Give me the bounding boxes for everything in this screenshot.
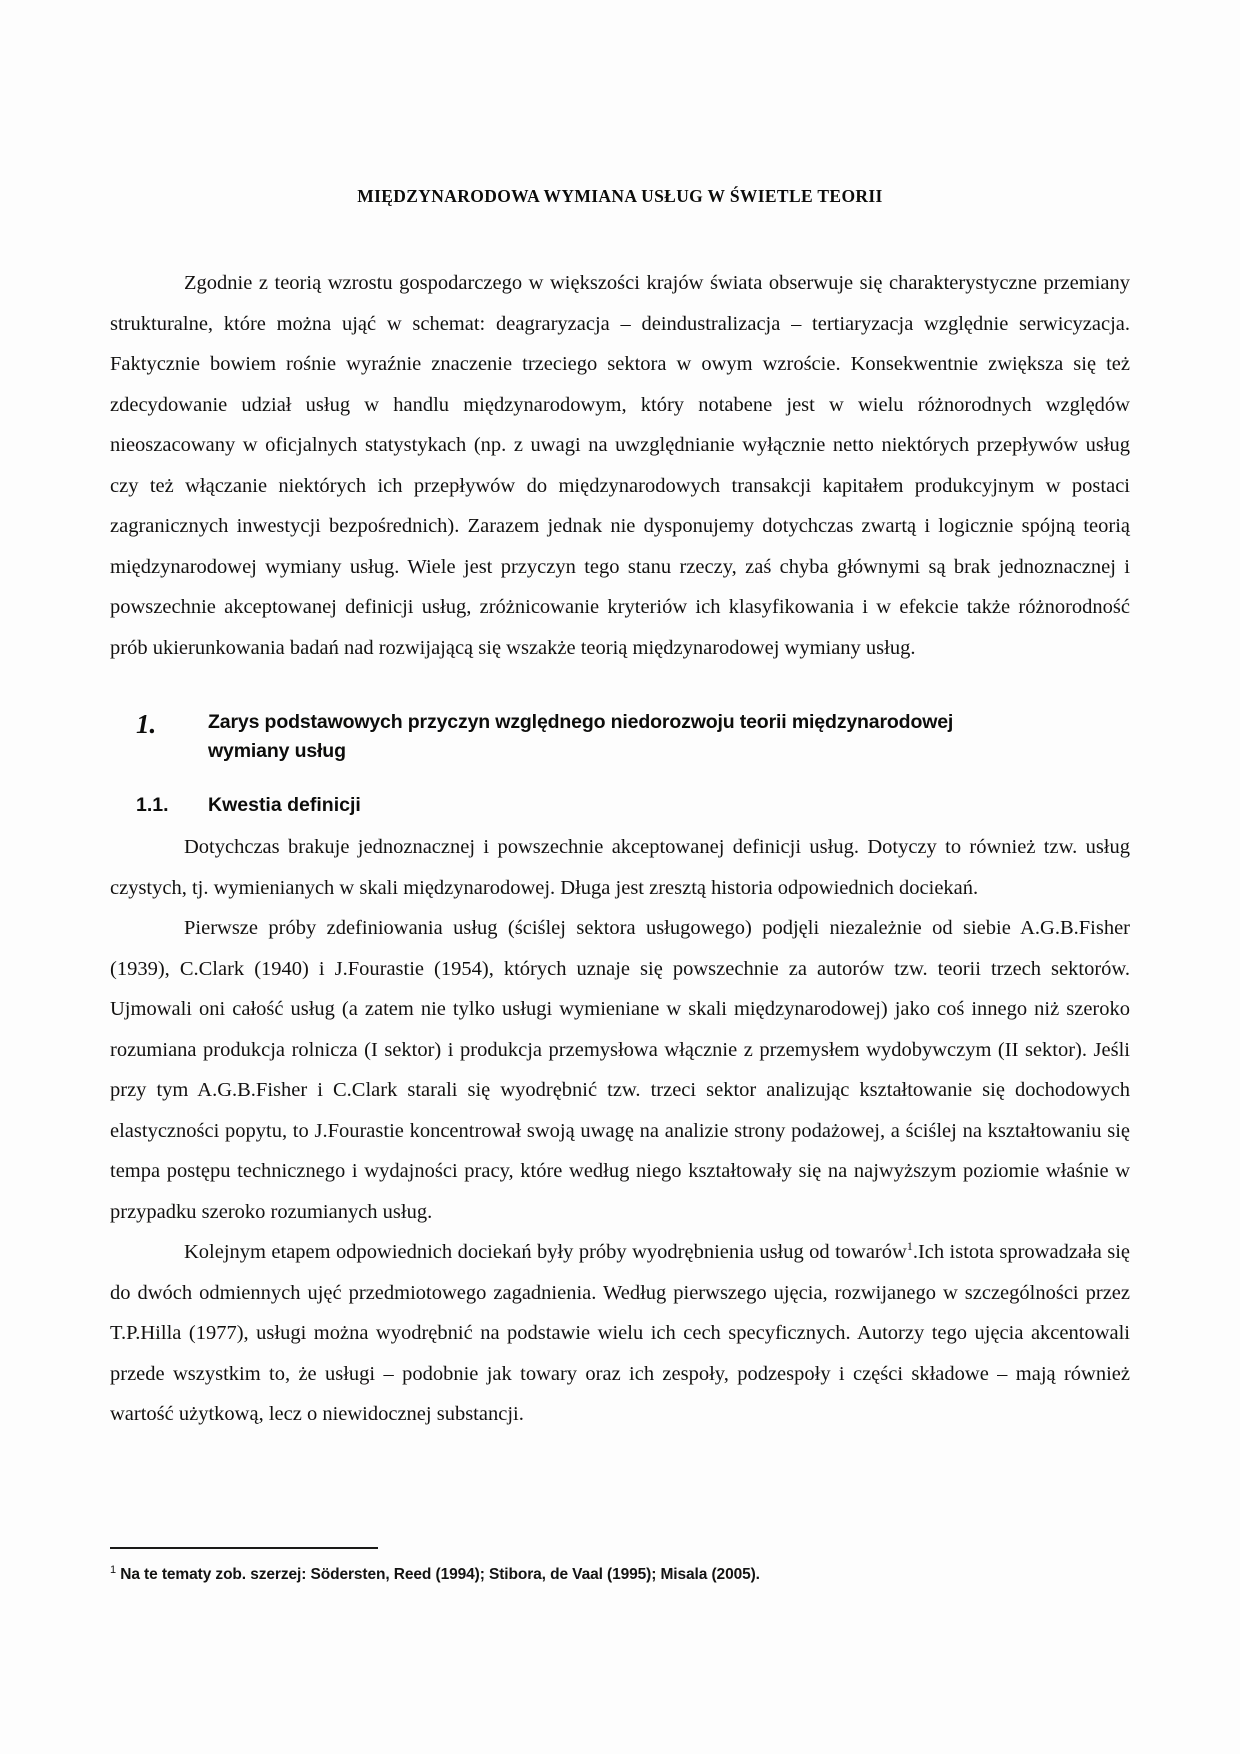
spacer	[110, 668, 1130, 708]
subsection-number: 1.1.	[136, 794, 169, 816]
paragraph-definitions-3	[110, 1232, 1130, 1435]
footnote-reference[interactable]: 1	[906, 1239, 913, 1254]
paragraph-definitions-2: Pierwsze próby zdefiniowania usług (ściślej sektora usługowego) podjęli niezależnie od siebie A.G.B.Fisher (1939), C.Clark (1940) i J.Fourastie (1954), których uznaje się powszechnie za autorów tzw. teorii trzech sektorów. Ujmowali oni całość usług (a zatem nie tylko usługi wymieniane w skali międzynarodowej) jako coś innego niż szeroko rozumiana produkcja rolnicza (I sektor) i produkcja przemysłowa włącznie z przemysłem wydobywczym (II sektor). Jeśli przy tym A.G.B.Fisher i C.Clark starali się wyodrębnić tzw. trzeci sektor analizując kształtowanie się dochodowych elastyczności popytu, to J.Fourastie koncentrował swoją uwagę na analizie strony podażowej, a ściślej na kształtowaniu się tempa postępu technicznego i wydajności pracy, które według niego kształtowały się na najwyższym poziomie właśnie w przypadku szeroko rozumianych usług.	[110, 917, 1130, 1223]
subsection-heading-1-1	[110, 791, 1130, 819]
paragraph-text-before-footnote-ref: Kolejnym etapem odpowiednich dociekań były próby wyodrębnienia usług od towarów	[184, 1241, 907, 1263]
footnote-entry	[110, 1559, 1130, 1586]
footnote-separator	[110, 1547, 378, 1549]
section-heading-1	[110, 708, 1130, 765]
paragraph-text-after-footnote-ref: .Ich istota sprowadzała się do dwóch odmiennych ujęć przedmiotowego zagadnienia. Według pierwszego ujęcia, rozwijanego w szczególności przez T.P.Hilla (1977), usługi można wyodrębnić na podstawie wielu ich cech specyficznych. Autorzy tego ujęcia akcentowali przede wszystkim to, że usługi – podobnie jak towary oraz ich zespoły, podzespoły i części składowe – mają również wartość użytkową, lecz o niewidocznej substancji.	[110, 1241, 1130, 1425]
footnote-area	[110, 1547, 1130, 1586]
subsection-title: Kwestia definicji	[208, 794, 361, 816]
page-title: MIĘDZYNARODOWA WYMIANA USŁUG W ŚWIETLE TEORII	[357, 186, 883, 206]
paragraph-intro: Zgodnie z teorią wzrostu gospodarczego w większości krajów świata obserwuje się charakterystyczne przemiany strukturalne, które można ująć w schemat: deagraryzacja – deindustralizacja – tertiaryzacja względnie serwicyzacja. Faktycznie bowiem rośnie wyraźnie znaczenie trzeciego sektora w owym wzroście. Konsekwentnie zwiększa się też zdecydowanie udział usług w handlu międzynarodowym, który notabene jest w wielu różnorodnych względów nieoszacowany w oficjalnych statystykach (np. z uwagi na uwzględnianie wyłącznie netto niektórych przepływów usług czy też włączanie niektórych ich przepływów do międzynarodowych transakcji kapitałem produkcyjnym w postaci zagranicznych inwestycji bezpośrednich). Zarazem jednak nie dysponujemy dotychczas zwartą i logicznie spójną teorią międzynarodowej wymiany usług. Wiele jest przyczyn tego stanu rzeczy, zaś chyba głównymi są brak jednoznacznej i powszechnie akceptowanej definicji usług, zróżnicowanie kryteriów ich klasyfikowania i w efekcie także różnorodność prób ukierunkowania badań nad rozwijającą się wszakże teorią międzynarodowej wymiany usług.	[110, 272, 1130, 659]
section-title: Zarys podstawowych przyczyn względnego niedorozwoju teorii międzynarodowej wymiany usług	[208, 711, 954, 762]
footnote-body: Na te tematy zob. szerzej: Södersten, Reed (1994); Stibora, de Vaal (1995); Misala (2005).	[116, 1566, 760, 1583]
paragraph-definitions-1: Dotychczas brakuje jednoznacznej i powszechnie akceptowanej definicji usług. Dotyczy to również tzw. usług czystych, tj. wymienianych w skali międzynarodowej. Długa jest zresztą historia odpowiednich dociekań.	[110, 836, 1130, 899]
section-number: 1.	[136, 709, 157, 739]
footnote-marker: 1	[110, 1563, 117, 1576]
